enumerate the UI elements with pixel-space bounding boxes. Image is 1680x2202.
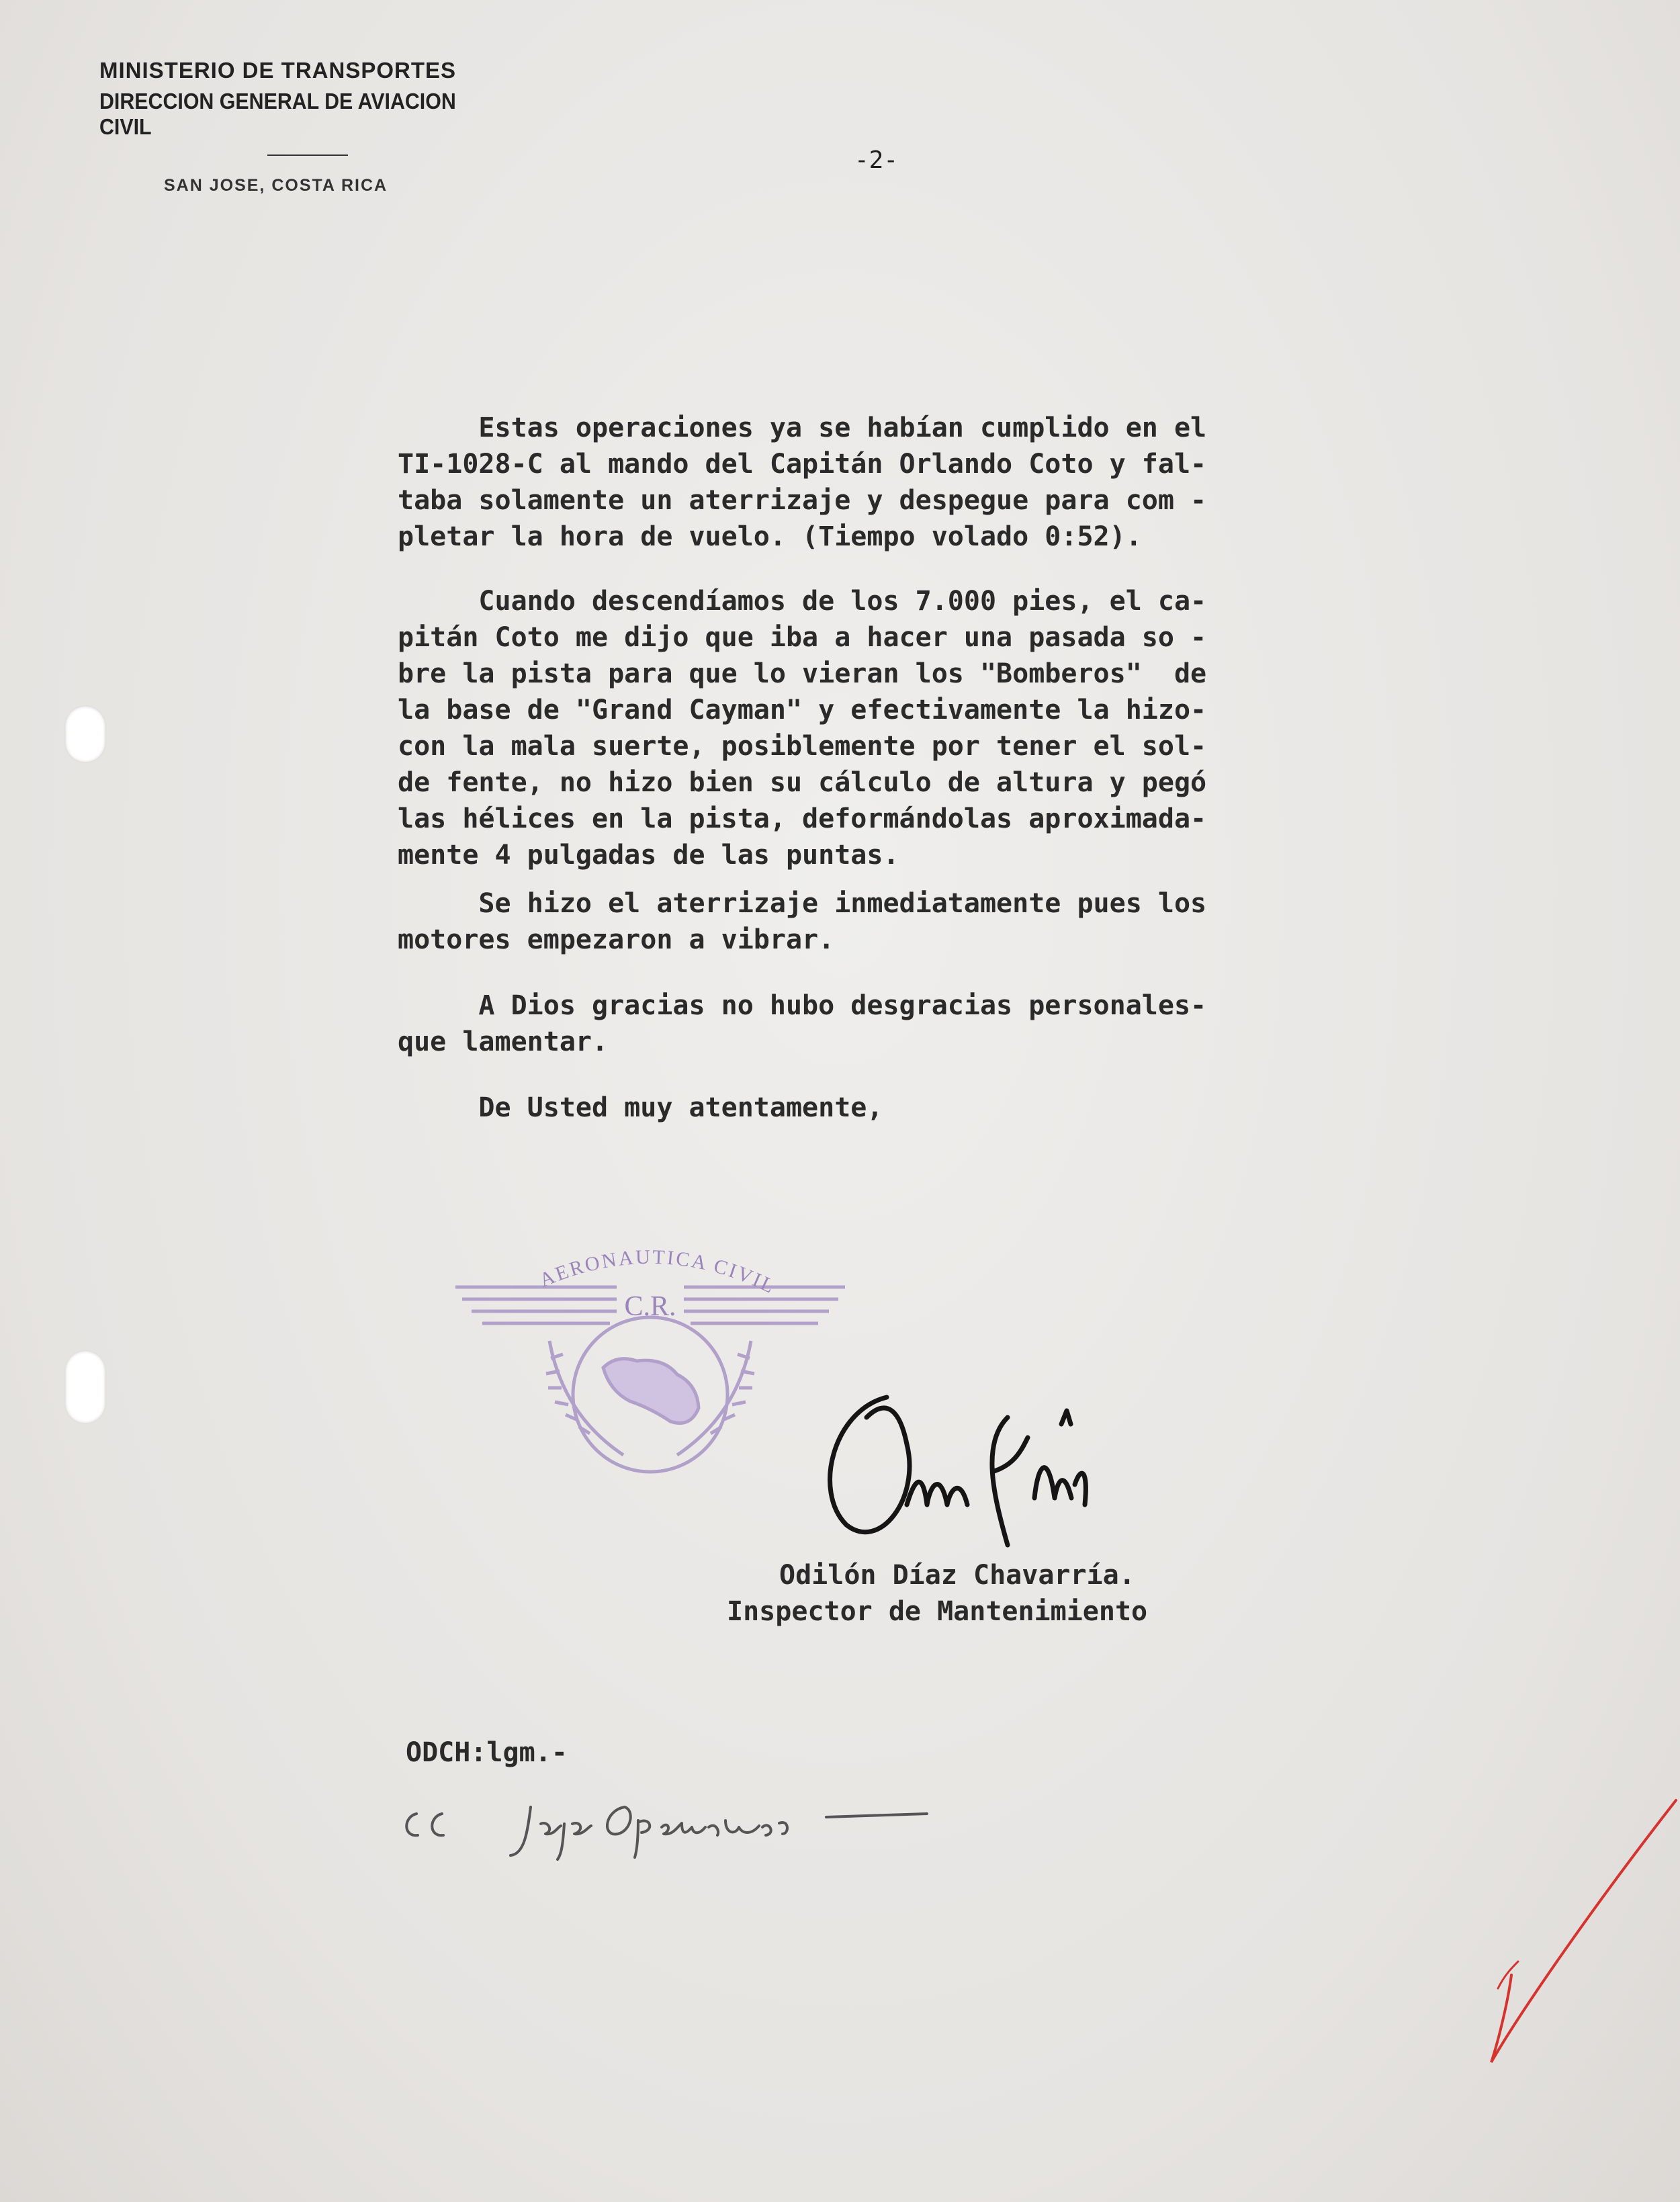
seal-arc-text: AERONAUTICA CIVIL bbox=[536, 1245, 780, 1298]
text-line: TI-1028-C al mando del Capitán Orlando Coto y fal- bbox=[398, 449, 1207, 480]
letterhead bbox=[99, 58, 502, 195]
handwritten-signature bbox=[806, 1370, 1129, 1572]
letterhead-ministry: MINISTERIO DE TRANSPORTES bbox=[99, 58, 457, 83]
seal-map-costa-rica bbox=[603, 1359, 699, 1423]
closing-text: De Usted muy atentamente, bbox=[398, 1092, 883, 1123]
paragraph-1 bbox=[398, 410, 1405, 555]
text-line: pitán Coto me dijo que iba a hacer una pasada so - bbox=[398, 622, 1207, 653]
signer-title: Inspector de Mantenimiento bbox=[727, 1596, 1148, 1627]
reference-initials: ODCH:lgm.- bbox=[406, 1737, 568, 1768]
aviation-seal-stamp bbox=[449, 1240, 852, 1482]
signer-name: Odilón Díaz Chavarría. bbox=[779, 1560, 1135, 1591]
handwritten-cc-note bbox=[396, 1780, 947, 1861]
page-number: -2- bbox=[854, 146, 899, 174]
seal-center-text: C.R. bbox=[624, 1291, 676, 1322]
paragraph-4 bbox=[398, 987, 1405, 1060]
text-line: taba solamente un aterrizaje y despegue para com - bbox=[398, 485, 1207, 516]
paragraph-3 bbox=[398, 885, 1405, 958]
text-line: la base de "Grand Cayman" y efectivamente la hizo- bbox=[398, 695, 1207, 725]
letterhead-location: SAN JOSE, COSTA RICA bbox=[164, 176, 388, 195]
text-line: bre la pista para que lo vieran los "Bomberos" de bbox=[398, 658, 1207, 689]
text-line: Se hizo el aterrizaje inmediatamente pues los bbox=[398, 888, 1207, 919]
text-line: que lamentar. bbox=[398, 1026, 609, 1057]
letterhead-department: DIRECCION GENERAL DE AVIACION CIVIL bbox=[99, 89, 456, 139]
punch-hole-lower bbox=[64, 1350, 106, 1424]
text-line: pletar la hora de vuelo. (Tiempo volado 0:52). bbox=[398, 521, 1142, 552]
text-line: Estas operaciones ya se habían cumplido en el bbox=[398, 412, 1207, 443]
paragraph-2 bbox=[398, 583, 1405, 873]
text-line: de fente, no hizo bien su cálculo de altura y pegó bbox=[398, 767, 1207, 798]
closing-line bbox=[398, 1090, 1405, 1126]
text-line: con la mala suerte, posiblemente por tener el sol- bbox=[398, 731, 1207, 762]
text-line: motores empezaron a vibrar. bbox=[398, 924, 835, 955]
seal-left-wing bbox=[455, 1287, 617, 1323]
text-line: las hélices en la pista, deformándolas aproximada- bbox=[398, 803, 1207, 834]
text-line: A Dios gracias no hubo desgracias personales- bbox=[398, 990, 1207, 1021]
letterhead-divider bbox=[267, 155, 348, 156]
text-line: mente 4 pulgadas de las puntas. bbox=[398, 840, 899, 871]
punch-hole-upper bbox=[64, 705, 106, 763]
text-line: Cuando descendíamos de los 7.000 pies, el ca- bbox=[398, 586, 1207, 617]
red-check-mark bbox=[1471, 1787, 1680, 2076]
